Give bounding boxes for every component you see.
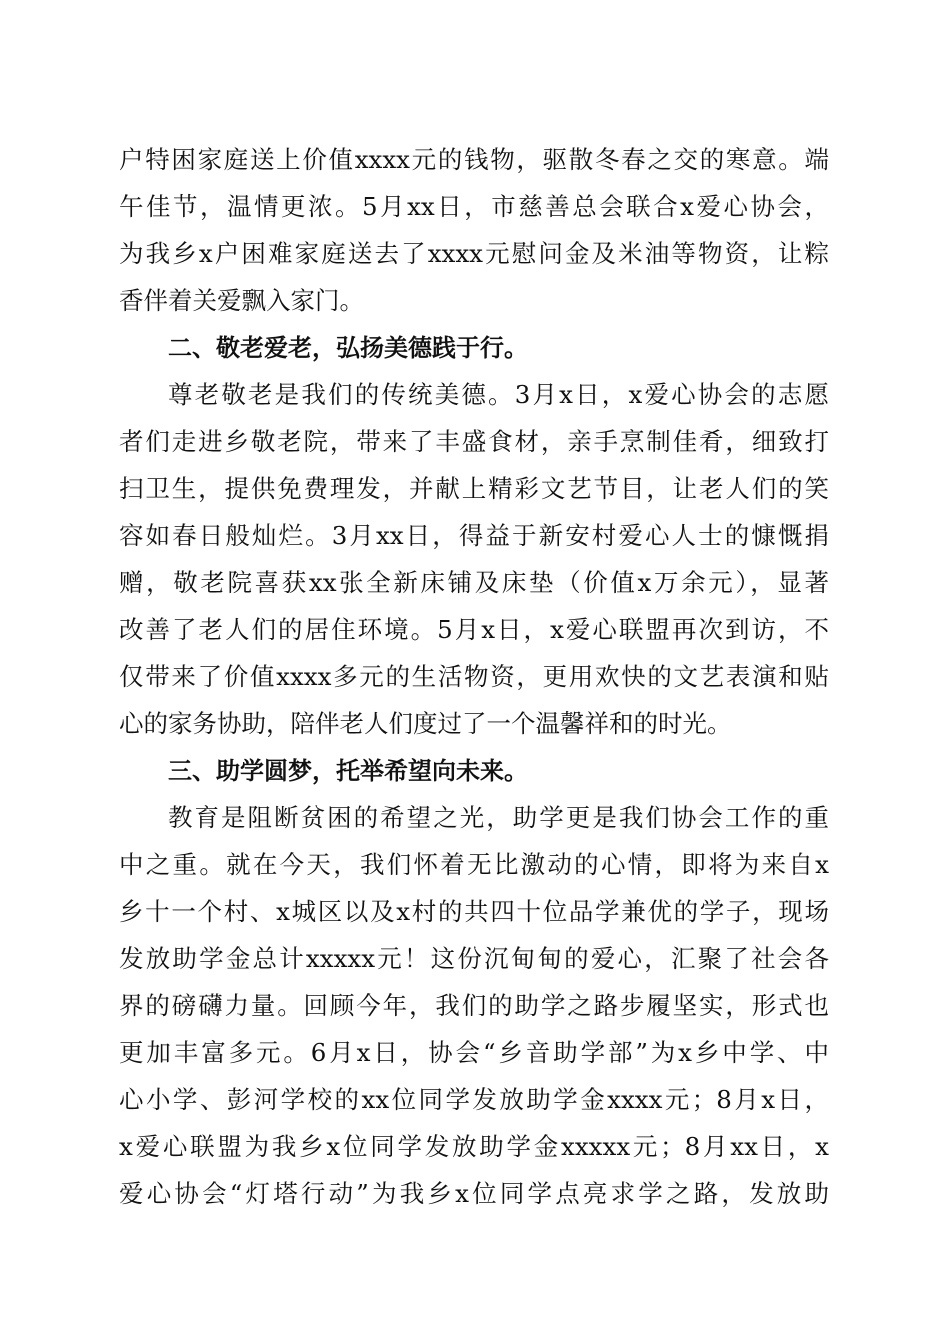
paragraph2-line-7: 仅带来了价值xxxx多元的生活物资，更用欢快的文艺表演和贴 (119, 662, 829, 691)
paragraph3-line-4: 发放助学金总计xxxxx元！这份沉甸甸的爱心，汇聚了社会各 (119, 944, 829, 973)
paragraph1-line-1: 户特困家庭送上价值xxxx元的钱物，驱散冬春之交的寒意。端 (119, 145, 829, 174)
paragraph3-line-1: 教育是阻断贫困的希望之光，助学更是我们协会工作的重 (168, 803, 829, 832)
paragraph2-line-4: 容如春日般灿烂。3月xx日，得益于新安村爱心人士的慷慨捐 (119, 521, 829, 550)
section-heading-3: 三、助学圆梦，托举希望向未来。 (168, 757, 528, 785)
paragraph3-line-9: 爱心协会“灯塔行动”为我乡x位同学点亮求学之路，发放助 (119, 1179, 829, 1208)
paragraph2-line-3: 扫卫生，提供免费理发，并献上精彩文艺节目，让老人们的笑 (119, 474, 829, 503)
paragraph3-line-3: 乡十一个村、x城区以及x村的共四十位品学兼优的学子，现场 (119, 897, 829, 926)
paragraph2-line-6: 改善了老人们的居住环境。5月x日，x爱心联盟再次到访，不 (119, 615, 829, 644)
paragraph3-line-5: 界的磅礴力量。回顾今年，我们的助学之路步履坚实，形式也 (119, 991, 829, 1020)
paragraph2-line-5: 赠，敬老院喜获xx张全新床铺及床垫（价值x万余元），显著 (119, 568, 829, 597)
section-heading-2: 二、敬老爱老，弘扬美德践于行。 (168, 334, 528, 362)
paragraph2-line-1: 尊老敬老是我们的传统美德。3月x日，x爱心协会的志愿 (168, 380, 829, 409)
paragraph3-line-6: 更加丰富多元。6月x日，协会“乡音助学部”为x乡中学、中 (119, 1038, 829, 1067)
paragraph1-line-3: 为我乡x户困难家庭送去了xxxx元慰问金及米油等物资，让粽 (119, 239, 829, 268)
paragraph1-line-2: 午佳节，温情更浓。5月xx日，市慈善总会联合x爱心协会， (119, 192, 829, 221)
paragraph1-line-4: 香伴着关爱飘入家门。 (119, 286, 364, 315)
paragraph2-line-8: 心的家务协助，陪伴老人们度过了一个温馨祥和的时光。 (119, 709, 732, 738)
paragraph3-line-8: x爱心联盟为我乡x位同学发放助学金xxxxx元；8月xx日，x (119, 1132, 829, 1161)
paragraph2-line-2: 者们走进乡敬老院，带来了丰盛食材，亲手烹制佳肴，细致打 (119, 427, 829, 456)
paragraph3-line-2: 中之重。就在今天，我们怀着无比激动的心情，即将为来自x (119, 850, 829, 879)
paragraph3-line-7: 心小学、彭河学校的xx位同学发放助学金xxxx元；8月x日， (119, 1085, 829, 1114)
